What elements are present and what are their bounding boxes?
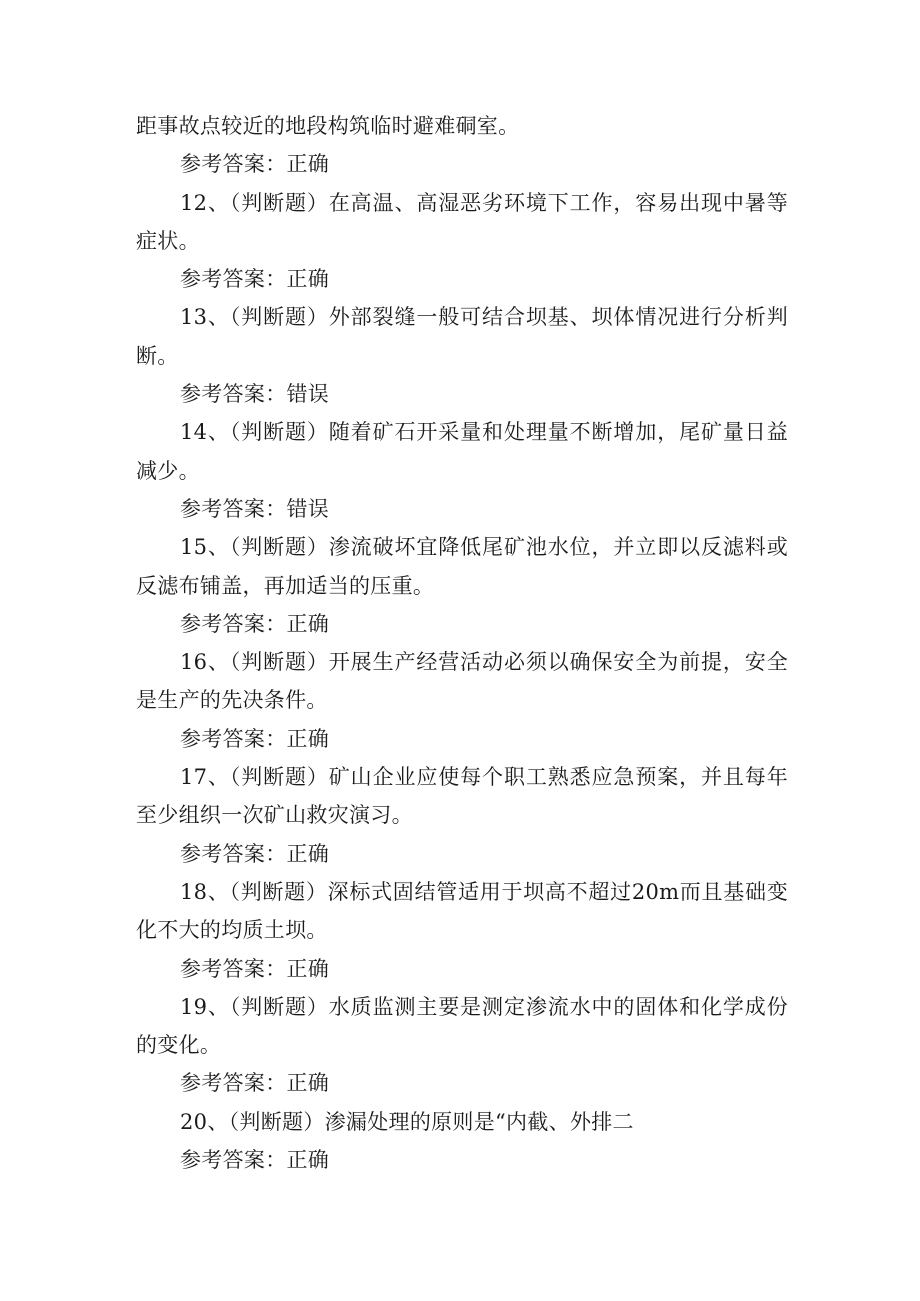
answer-line: 参考答案：正确: [180, 611, 330, 636]
answer-line: 参考答案：正确: [180, 152, 330, 177]
question-text: 12、（判断题）在高温、高湿恶劣环境下工作，容易出现中暑等症状。: [136, 190, 788, 253]
question-text: 18、（判断题）深标式固结管适用于坝高不超过20m而且基础变化不大的均质土坝。: [136, 879, 788, 943]
question-text: 20、（判断题）渗漏处理的原则是“内截、外排二: [180, 1109, 634, 1134]
answer-line: 参考答案：正确: [180, 841, 330, 866]
answer-line: 参考答案：正确: [180, 1071, 330, 1096]
question-text: 14、（判断题）随着矿石开采量和处理量不断增加，尾矿量日益减少。: [136, 420, 788, 483]
answer-line: 参考答案：错误: [180, 382, 330, 407]
question-text: 15、（判断题）渗流破坏宜降低尾矿池水位，并立即以反滤料或反滤布铺盖，再加适当的压重。: [136, 535, 788, 598]
question-text: 17、（判断题）矿山企业应使每个职工熟悉应急预案，并且每年至少组织一次矿山救灾演习。: [136, 765, 788, 828]
answer-line: 参考答案：错误: [180, 496, 330, 521]
question-text: 16、（判断题）开展生产经营活动必须以确保安全为前提，安全是生产的先决条件。: [136, 650, 788, 713]
question-text: 13、（判断题）外部裂缝一般可结合坝基、坝体情况进行分析判断。: [136, 305, 788, 368]
answer-line: 参考答案：正确: [180, 956, 330, 981]
question-list: [136, 107, 788, 1179]
question-text: 19、（判断题）水质监测主要是测定渗流水中的固体和化学成份的变化。: [136, 994, 788, 1058]
answer-line: 参考答案：正确: [180, 726, 330, 751]
answer-line: 参考答案：正确: [180, 267, 330, 292]
continuation-text: 距事故点较近的地段构筑临时避难硐室。: [136, 114, 520, 138]
answer-line: 参考答案：正确: [180, 1148, 330, 1173]
